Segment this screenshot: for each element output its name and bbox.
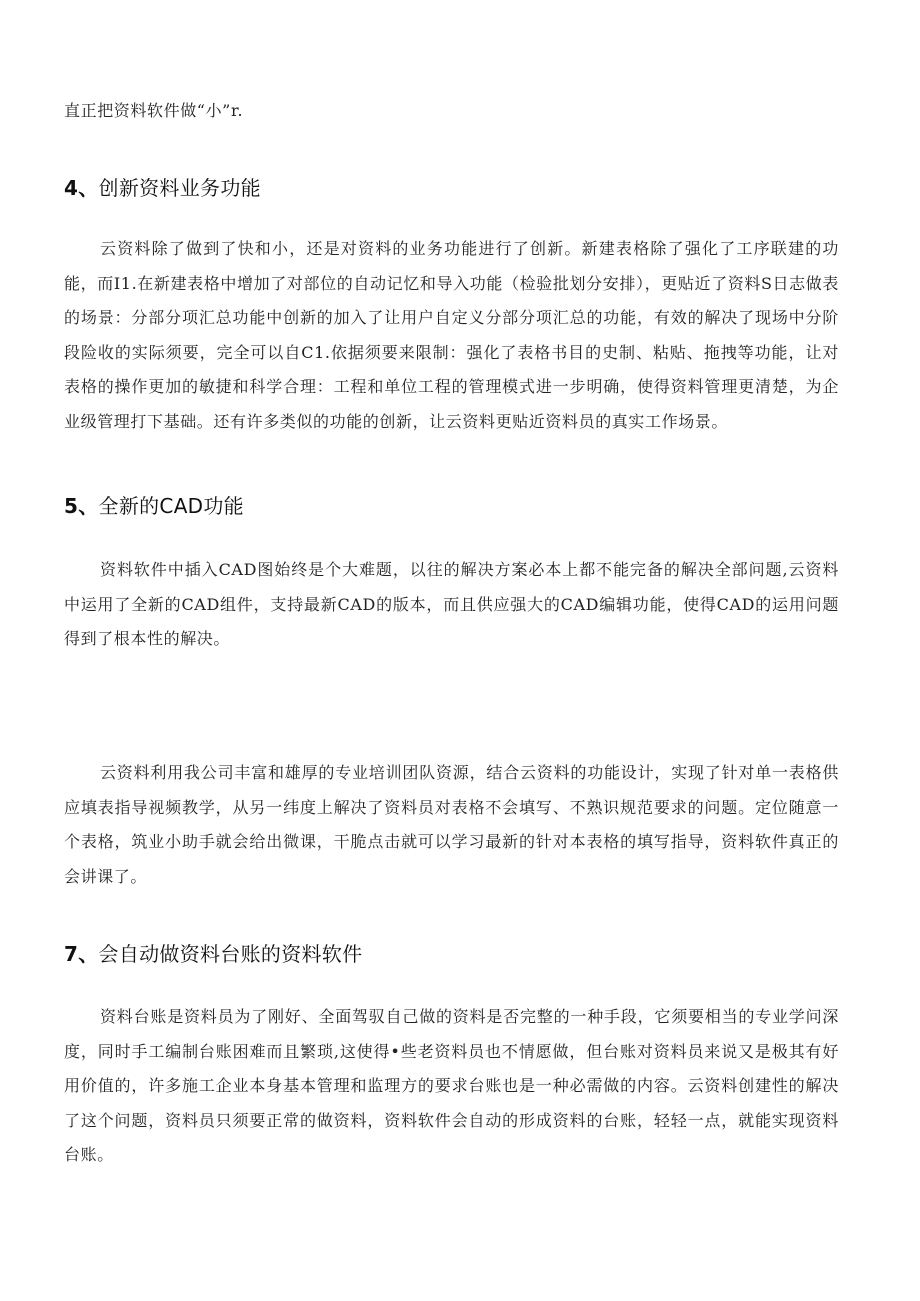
section-7-paragraph: 资料台账是资料员为了刚好、全面驾驭自己做的资料是否完整的一种手段，它须要相当的专业学问深度，同时手工编制台账困难而且繁琐,这使得•些老资料员也不情愿做，但台账对资料员来说又是极其有好用价值的，许多施工企业本身基本管理和监理方的要求台账也是一种必需做的内容。云资料创建性的解决了这个问题，资料员只须要正常的做资料，资料软件会自动的形成资料的台账，轻轻一点，就能实现资料台账。 (64, 1007, 839, 1164)
section-5-title: 全新的CAD功能 (98, 494, 244, 518)
section-5-number: 5、 (64, 494, 99, 518)
section-4-paragraph: 云资料除了做到了快和小，还是对资料的业务功能进行了创新。新建表格除了强化了工序联建的功能，而I1.在新建表格中增加了对部位的自动记忆和导入功能（检验批划分安排），更贴近了资料S日志做表的场景：分部分项汇总功能中创新的加入了让用户自定义分部分项汇总的功能，有效的解决了现场中分阶段险收的实际须要，完全可以自C1.依据须要来限制：强化了表格书目的史制、粘贴、拖拽等功能，让对表格的操作更加的敏捷和科学合理：工程和单位工程的管理模式进一步明确，使得资料管理更清楚，为企业级管理打下基础。还有许多类似的功能的创新，让云资料更贴近资料员的真实工作场景。 (64, 239, 839, 431)
section-4-title: 创新资料业务功能 (98, 176, 261, 200)
section-7-number: 7、 (64, 942, 99, 966)
section-7-title: 会自动做资料台账的资料软件 (98, 942, 363, 966)
section-6-paragraph: 云资料利用我公司丰富和雄厚的专业培训团队资源，结合云资料的功能设计，实现了针对单一表格供应填表指导视频教学，从另一纬度上解决了资料员对表格不会填写、不熟识规范要求的问题。定位随意一个表格，筑业小助手就会给出微课，干脆点击就可以学习最新的针对本表格的填写指导，资料软件真正的会讲课了。 (64, 763, 839, 886)
section-5-paragraph: 资料软件中插入CAD图始终是个大难题，以往的解决方案必本上都不能完备的解决全部问题,云资料中运用了全新的CAD组件，支持最新CAD的版本，而且供应强大的CAD编辑功能，使得CAD的运用问题得到了根本性的解决。 (64, 560, 839, 648)
section-5-heading (64, 490, 244, 519)
section-4-heading (64, 172, 261, 201)
section-4-number: 4、 (64, 176, 99, 200)
section-7-heading (64, 938, 362, 967)
intro-line: 直正把资料软件做“小”r. (64, 101, 244, 120)
